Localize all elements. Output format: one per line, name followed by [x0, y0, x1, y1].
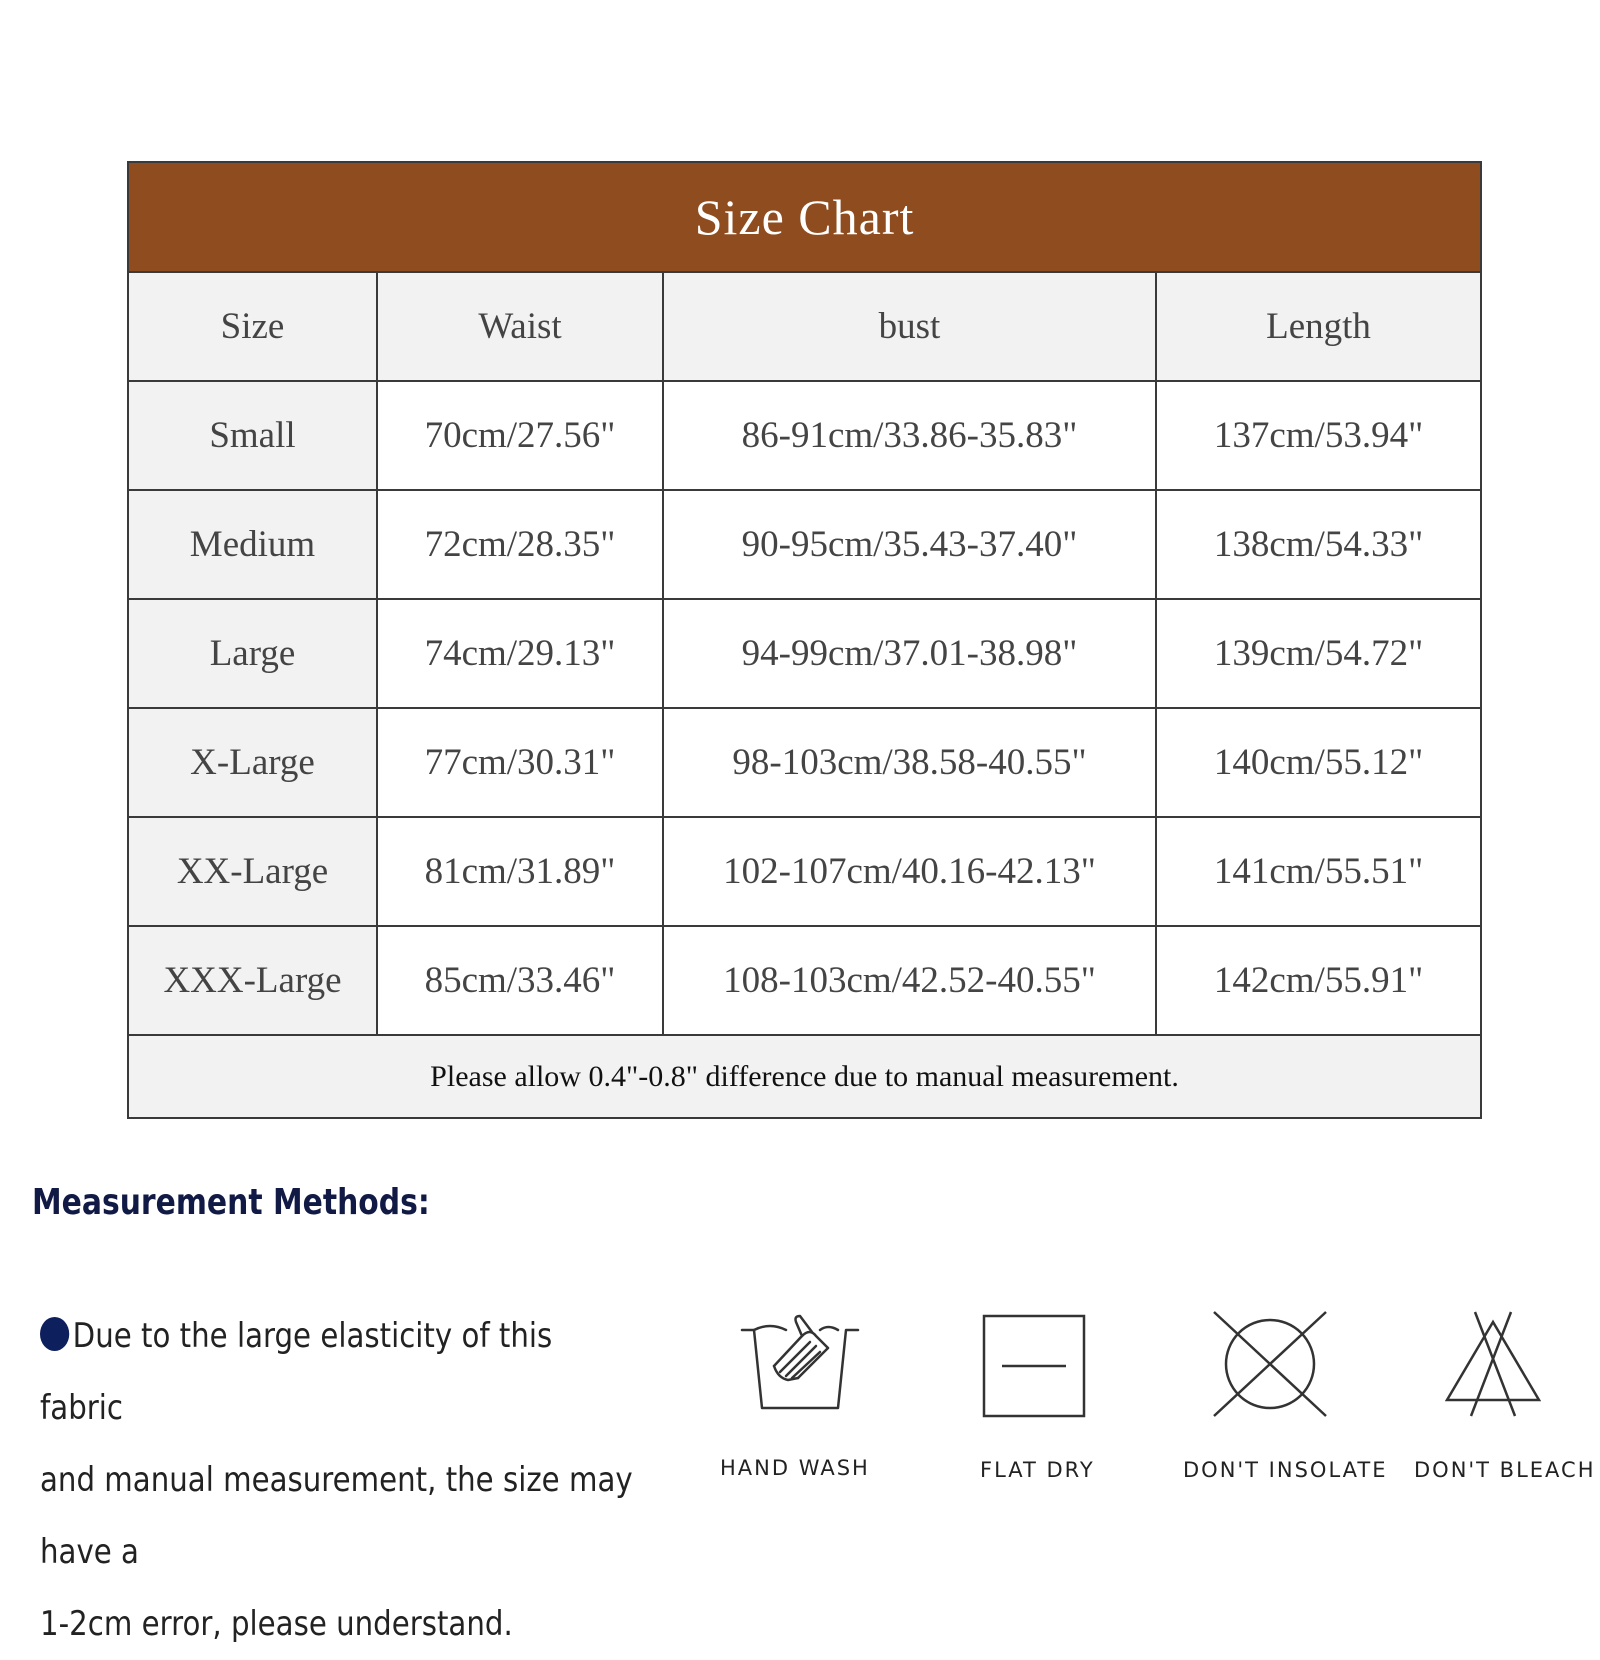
hand-wash-icon [740, 1308, 860, 1418]
cell-waist: 85cm/33.46" [377, 926, 663, 1035]
dont-insolate-icon [1212, 1310, 1328, 1418]
measurement-line [40, 1300, 633, 1444]
cell-waist: 81cm/31.89" [377, 817, 663, 926]
cell-size: Large [128, 599, 377, 708]
cell-length: 141cm/55.51" [1156, 817, 1481, 926]
size-chart-table [127, 161, 1482, 1119]
measurement-line: 1-2cm error, please understand. [40, 1604, 513, 1644]
cell-length: 138cm/54.33" [1156, 490, 1481, 599]
flat-dry-label: FLAT DRY [980, 1458, 1095, 1482]
bullet-dot-icon [40, 1317, 69, 1351]
size-chart-title: Size Chart [128, 162, 1481, 272]
cell-bust: 90-95cm/35.43-37.40" [663, 490, 1156, 599]
dont-bleach-label: DON'T BLEACH [1414, 1458, 1596, 1482]
cell-size: XXX-Large [128, 926, 377, 1035]
cell-size: XX-Large [128, 817, 377, 926]
cell-bust: 102-107cm/40.16-42.13" [663, 817, 1156, 926]
cell-length: 140cm/55.12" [1156, 708, 1481, 817]
note-row [128, 1035, 1481, 1118]
measurement-methods-title: Measurement Methods: [32, 1182, 430, 1223]
cell-bust: 98-103cm/38.58-40.55" [663, 708, 1156, 817]
header-size: Size [128, 272, 377, 381]
table-row [128, 381, 1481, 490]
cell-length: 139cm/54.72" [1156, 599, 1481, 708]
dont-bleach-icon [1445, 1310, 1541, 1418]
cell-bust: 86-91cm/33.86-35.83" [663, 381, 1156, 490]
table-row [128, 708, 1481, 817]
cell-bust: 108-103cm/42.52-40.55" [663, 926, 1156, 1035]
cell-bust: 94-99cm/37.01-38.98" [663, 599, 1156, 708]
cell-waist: 77cm/30.31" [377, 708, 663, 817]
table-row [128, 817, 1481, 926]
cell-waist: 72cm/28.35" [377, 490, 663, 599]
cell-length: 142cm/55.91" [1156, 926, 1481, 1035]
measurement-methods-text [40, 1300, 633, 1660]
hand-wash-label: HAND WASH [720, 1456, 870, 1480]
measurement-line: and manual measurement, the size may have a [40, 1460, 633, 1572]
measurement-note: Please allow 0.4"-0.8" difference due to manual measurement. [128, 1035, 1481, 1118]
header-length: Length [1156, 272, 1481, 381]
cell-size: Medium [128, 490, 377, 599]
size-chart-title-row [128, 162, 1481, 272]
flat-dry-icon [982, 1314, 1086, 1418]
cell-waist: 70cm/27.56" [377, 381, 663, 490]
measurement-line-text: Due to the large elasticity of this fabric [40, 1316, 553, 1428]
cell-waist: 74cm/29.13" [377, 599, 663, 708]
table-row [128, 926, 1481, 1035]
header-bust: bust [663, 272, 1156, 381]
table-row [128, 599, 1481, 708]
cell-length: 137cm/53.94" [1156, 381, 1481, 490]
dont-insolate-label: DON'T INSOLATE [1183, 1458, 1388, 1482]
header-waist: Waist [377, 272, 663, 381]
header-row [128, 272, 1481, 381]
table-row [128, 490, 1481, 599]
cell-size: X-Large [128, 708, 377, 817]
cell-size: Small [128, 381, 377, 490]
